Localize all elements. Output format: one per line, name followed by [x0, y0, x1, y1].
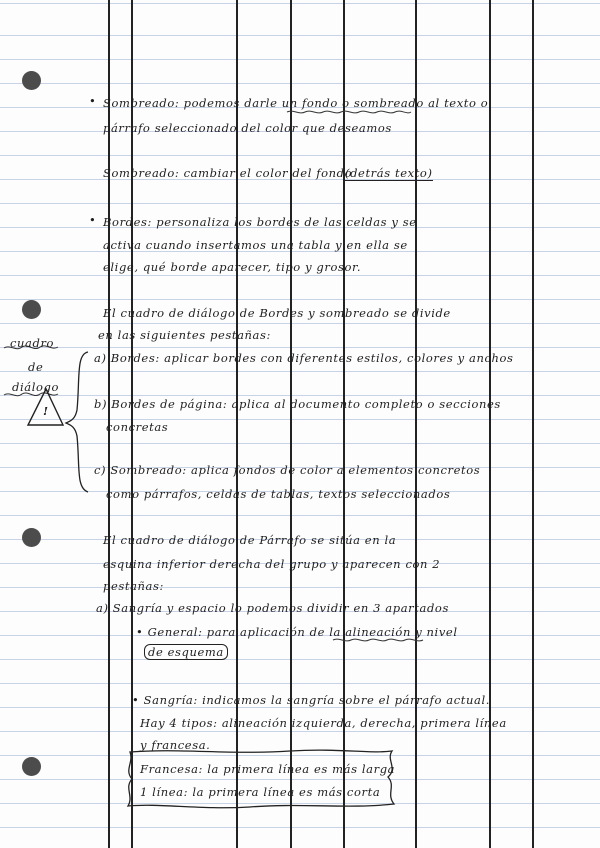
note-line-16: pestañas:	[103, 579, 164, 593]
note-line-18: • General: para aplicación de la alineación y nivel	[136, 625, 458, 639]
note-line-1: Sombreado: podemos darle un fondo o sombreado al texto o	[103, 96, 489, 110]
note-line-14: El cuadro de diálogo de Párrafo se sitúa en la	[103, 533, 397, 547]
wavy-underline-fondo	[287, 111, 411, 113]
warning-symbol: !	[43, 404, 49, 418]
note-line-9: a) Bordes: aplicar bordes con diferentes estilos, colores y anchos	[94, 351, 514, 365]
bullet: •	[89, 94, 97, 108]
note-line-3-emphasis: (detrás texto)	[345, 166, 433, 180]
curly-brace	[66, 352, 88, 492]
note-line-22: y francesa.	[140, 738, 211, 752]
note-line-15: esquina inferior derecha del grupo y aparecen con 2	[103, 557, 441, 571]
note-line-3: Sombreado: cambiar el color del fondo	[103, 166, 353, 180]
wavy-underline-alineacion	[333, 639, 423, 641]
note-line-2: párrafo seleccionado del color que deseamos	[103, 121, 392, 135]
note-line-12: c) Sombreado: aplica fondos de color a elementos concretos	[94, 463, 481, 477]
note-line-10: b) Bordes de página: aplica al documento completo o secciones	[94, 397, 501, 411]
note-line-13: como párrafos, celdas de tablas, textos seleccionados	[106, 487, 451, 501]
note-line-20: • Sangría: indicamos la sangría sobre el párrafo actual.	[132, 693, 491, 707]
note-line-7: El cuadro de diálogo de Bordes y sombreado se divide	[103, 306, 451, 320]
note-line-21: Hay 4 tipos: alineación izquierda, derecha, primera línea	[140, 716, 507, 730]
margin-note-line-3: diálogo	[12, 380, 59, 394]
note-line-8: en las siguientes pestañas:	[98, 328, 271, 342]
note-line-4: Bordes: personaliza los bordes de las celdas y se	[103, 215, 417, 229]
note-line-11: concretas	[106, 420, 169, 434]
margin-note-line-2: de	[28, 360, 44, 374]
margin-note-line-1: cuadro	[10, 336, 55, 350]
note-line-6: elige, qué borde aparecer, tipo y grosor.	[103, 260, 362, 274]
bullet: •	[89, 213, 97, 227]
note-line-23: Francesa: la primera línea es más larga	[140, 762, 396, 776]
note-line-5: activa cuando insertamos una tabla y en ella se	[103, 238, 408, 252]
note-line-19: de esquema	[144, 644, 228, 660]
note-line-24: 1 línea: la primera línea es más corta	[140, 785, 381, 799]
note-line-17: a) Sangría y espacio lo podemos dividir en 3 apartados	[96, 601, 449, 615]
wavy-box	[128, 750, 394, 808]
